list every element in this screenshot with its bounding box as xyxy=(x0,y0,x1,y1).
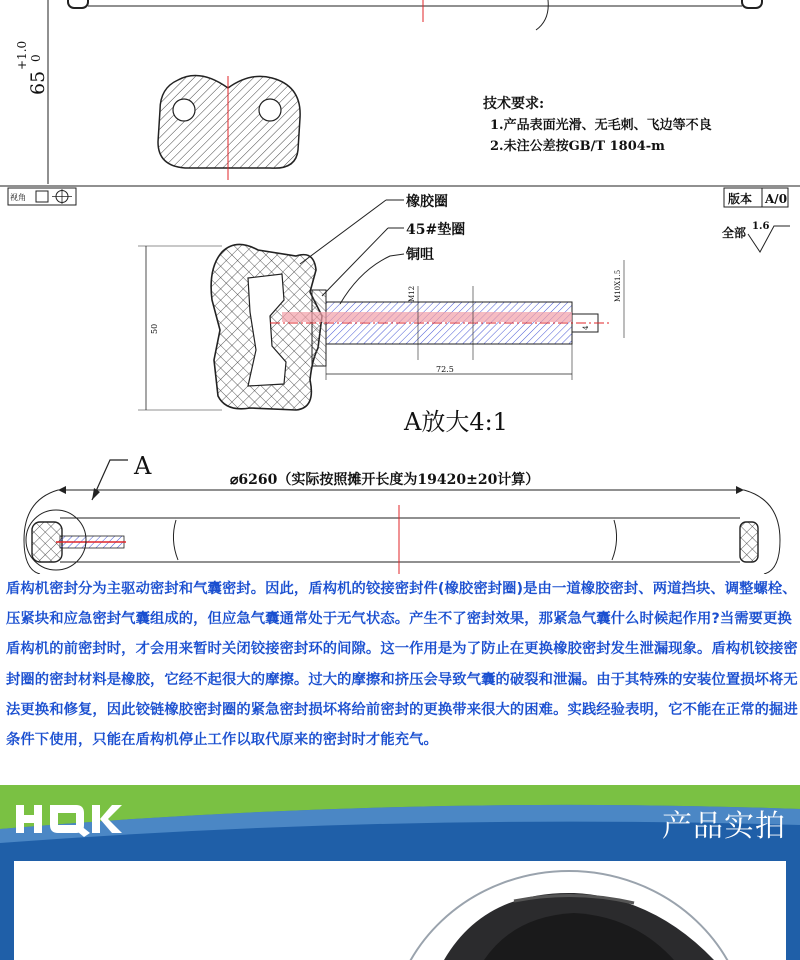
version-label: 版本 xyxy=(728,192,753,206)
product-photo-frame xyxy=(0,861,800,960)
diameter-note: ⌀6260（实际按照摊开长度为19420±20计算） xyxy=(230,472,540,488)
banner-title: 产品实拍 xyxy=(662,809,786,844)
projection-label: 视角 xyxy=(10,193,26,202)
tech-req-title: 技术要求: xyxy=(483,96,545,112)
description-paragraph: 盾构机密封分为主驱动密封和气囊密封。因此，盾构机的铰接密封件(橡胶密封圈)是由一道橡胶密封、两道挡块、调整螺栓、压紧块和应急密封气囊组成的，但应急气囊通常处于无气状态。产生不了密封效果，那紧急气囊什么时候起作用?当需要更换盾构机的前密封时，才会用来暂时关闭铰接密封环的间隙。这一作用是为了防止在更换橡胶密封发生泄漏现象。盾构机铰接密封圈的密封材料是橡胶，它经不起很大的摩擦。过大的摩擦和挤压会导致气囊的破裂和泄漏。由于其特殊的安装位置损坏将无法更换和修复，因此铰链橡胶密封圈的紧急密封损坏将给前密封的更换带来很大的困难。实践经验表明，它不能在正常的掘进条件下使用，只能在盾构机停止工作以取代原来的密封时才能充气。 xyxy=(6,581,798,749)
top-ring-view xyxy=(48,0,762,184)
section-profile xyxy=(158,76,300,181)
version-value: A/0 xyxy=(765,192,788,206)
tech-req-2: 2.未注公差按GB/T 1804-m xyxy=(490,139,665,154)
full-ring-view xyxy=(24,452,780,574)
roughness-label: 全部 xyxy=(722,226,747,240)
tech-requirements xyxy=(482,95,712,154)
projection-symbol-icon xyxy=(36,191,48,202)
callout-copper: 铜咀 xyxy=(406,247,434,263)
detail-ref-label: A xyxy=(134,452,152,480)
dim-vertical-label: 65 xyxy=(27,70,49,95)
dim-height: 50 xyxy=(150,323,159,334)
callout-washer: 45#垫圈 xyxy=(406,222,466,238)
dim-thread2: M10X1.5 xyxy=(614,269,622,302)
roughness-value: 1.6 xyxy=(752,221,770,232)
section-banner xyxy=(0,785,800,861)
detail-scale-label: A放大4:1 xyxy=(404,408,508,436)
dim-tol-upper: +1.0 xyxy=(15,40,29,70)
product-photo-image xyxy=(14,861,786,960)
title-strip xyxy=(0,186,800,252)
dim-thread: M12 xyxy=(408,285,416,302)
dim-length: 72.5 xyxy=(436,365,454,374)
dim-tol-lower: 0 xyxy=(29,54,43,62)
tech-req-1: 1.产品表面光滑、无毛刺、飞边等不良 xyxy=(490,118,712,133)
detail-a xyxy=(138,193,624,436)
vertical-dimension xyxy=(15,41,49,95)
callout-rubber: 橡胶圈 xyxy=(406,194,448,210)
product-photo xyxy=(14,861,786,960)
dim-small: 4 xyxy=(582,325,590,330)
